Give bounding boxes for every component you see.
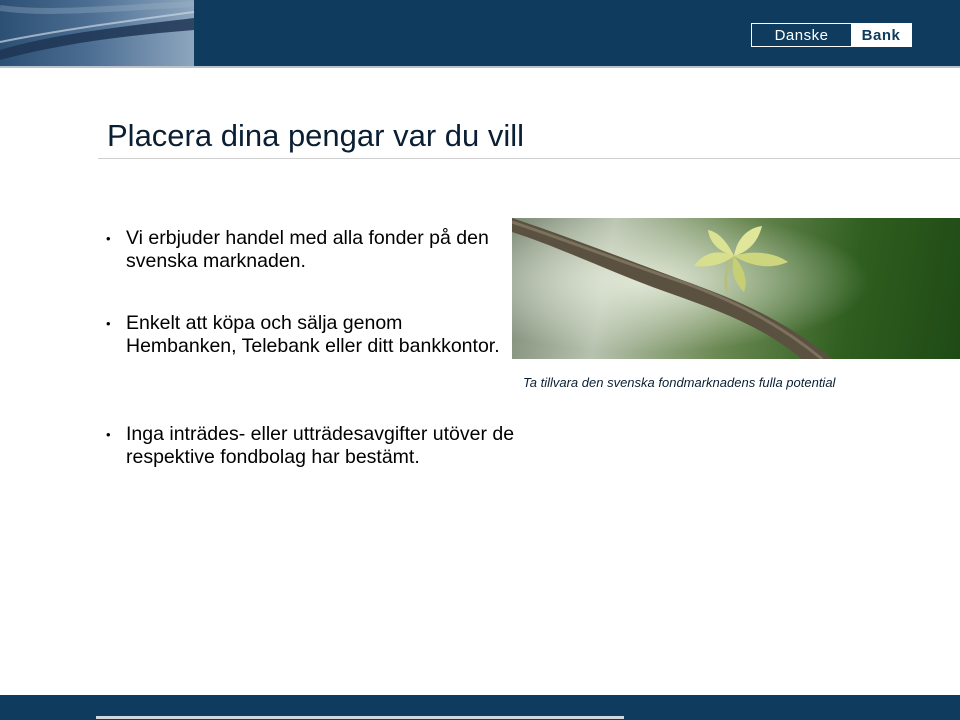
title-divider [98, 158, 960, 159]
image-caption: Ta tillvara den svenska fondmarknadens fulla potential [523, 375, 836, 390]
bullet-dot: • [106, 427, 111, 442]
bullet-text: Vi erbjuder handel med alla fonder på den svenska marknaden. [126, 227, 489, 272]
banner-decorative-image [0, 0, 194, 66]
leaf-sprout-image [512, 218, 960, 359]
bullet-dot: • [106, 316, 111, 331]
bullet-dot: • [106, 231, 111, 246]
page-title: Placera dina pengar var du vill [107, 118, 525, 153]
logo-bank-text: Bank [851, 24, 911, 46]
bullet-text: Inga inträdes- eller utträdesavgifter utöver de respektive fondbolag har bestämt. [126, 423, 515, 468]
logo-danske-text: Danske [752, 24, 851, 46]
list-item [106, 423, 526, 469]
top-banner [0, 0, 960, 68]
bullet-text: Enkelt att köpa och sälja genom Hembanken, Telebank eller ditt bankkontor. [126, 312, 500, 357]
bottom-stripe [96, 716, 624, 719]
list-item [106, 227, 506, 273]
danske-bank-logo[interactable] [751, 23, 912, 47]
list-item [106, 312, 506, 358]
